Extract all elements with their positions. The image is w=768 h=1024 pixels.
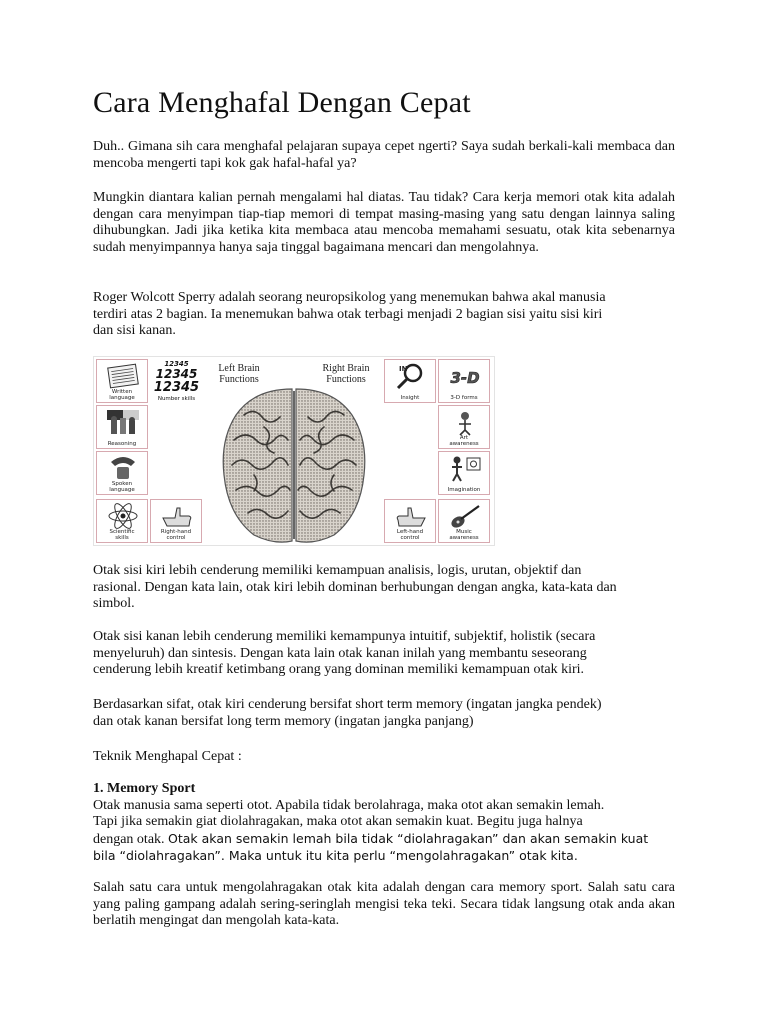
svg-text:IN: IN bbox=[399, 365, 408, 373]
magnifier-icon bbox=[393, 362, 429, 390]
left-brain-paragraph bbox=[93, 563, 683, 613]
text-line: Otak sisi kiri lebih cenderung memiliki kemampuan analisis, logis, urutan, objektif dan bbox=[93, 563, 582, 578]
text-line: Berdasarkan sifat, otak kiri cenderung bersifat short term memory (ingatan jangka pendek) bbox=[93, 697, 602, 712]
tile-3d-forms bbox=[438, 359, 490, 403]
art-figure-icon bbox=[447, 408, 483, 436]
right-hand-icon bbox=[159, 502, 195, 530]
text-line: dan sisi kanan. bbox=[93, 323, 176, 338]
right-brain-heading: Right Brain Functions bbox=[322, 363, 370, 385]
tile-caption: Written language bbox=[109, 389, 135, 401]
left-hand-icon bbox=[393, 502, 429, 530]
tile-caption: Scientific skills bbox=[109, 529, 135, 541]
sperry-paragraph bbox=[93, 290, 683, 340]
memory-type-paragraph bbox=[93, 697, 683, 730]
tile-caption: Music awareness bbox=[449, 529, 479, 541]
section-heading: 1. Memory Sport bbox=[93, 781, 196, 796]
number-line: 12345 bbox=[164, 360, 189, 368]
tile-caption: Number skills bbox=[157, 396, 196, 402]
memory-sport-paragraph: Salah satu cara untuk mengolahragakan otak kita adalah dengan cara memory sport. Salah satu cara yang paling gampang adalah sering-seringlah mengisi teka teki. Secara tidak langsung otak anda akan berlatih mengingat dan mengolah kata-kata. bbox=[93, 880, 675, 928]
brain-functions-figure bbox=[93, 356, 495, 546]
tile-caption: 3-D forms bbox=[450, 395, 478, 401]
text-line: terdiri atas 2 bagian. Ia menemukan bahwa otak terbagi menjadi 2 bagian sisi yaitu sisi kiri bbox=[93, 306, 603, 322]
tile-imagination bbox=[438, 451, 490, 495]
tile-caption: Art awareness bbox=[449, 435, 479, 447]
memory-paragraph: Mungkin diantara kalian pernah mengalami hal diatas. Tau tidak? Cara kerja memori otak kita adalah dengan cara menyimpan tiap-tiap memori di tempat masing-masing yang satu dengan lainnya saling dihubungkan. Jadi jika ketika kita membaca atau mencoba memahami sesuatu, otak kita sebenarnya sudah menyimpannya hanya saja tinggal bagaimana mencari dan mengolahnya. bbox=[93, 190, 675, 255]
tile-music-awareness bbox=[438, 499, 490, 543]
tile-reasoning bbox=[96, 405, 148, 449]
text-fragment: Otak akan semakin lemah bila tidak “diolahragakan” dan akan semakin kuat bbox=[168, 830, 649, 846]
number-line: 12345 bbox=[155, 367, 198, 381]
tile-art-awareness bbox=[438, 405, 490, 449]
tile-written-language bbox=[96, 359, 148, 403]
intro-paragraph: Duh.. Gimana sih cara menghafal pelajaran supaya cepet ngerti? Saya sudah berkali-kali membaca dan mencoba mengerti tapi kok gak hafal-hafal ya? bbox=[93, 139, 675, 171]
text-line: bila “diolahragakan”. Maka untuk itu kita perlu “mengolahragakan” otak kita. bbox=[93, 848, 578, 863]
tile-spoken-language bbox=[96, 451, 148, 495]
tile-caption: Imagination bbox=[447, 487, 481, 493]
left-brain-heading: Left Brain Functions bbox=[218, 363, 260, 385]
text-line: simbol. bbox=[93, 596, 135, 611]
text-line: menyeluruh) dan sintesis. Dengan kata lain otak kanan inilah yang membantu seseorang bbox=[93, 645, 587, 661]
text-line: rasional. Dengan kata lain, otak kiri lebih dominan berhubungan dengan angka, kata-kata dan bbox=[93, 579, 617, 595]
tile-caption: Left-hand control bbox=[396, 529, 424, 541]
chess-icon bbox=[105, 408, 141, 436]
guitar-icon bbox=[447, 502, 483, 530]
text-fragment: dengan otak. bbox=[93, 831, 165, 847]
right-brain-paragraph bbox=[93, 629, 683, 679]
tile-left-hand-control bbox=[384, 499, 436, 543]
telephone-icon bbox=[105, 454, 141, 482]
3d-text-icon bbox=[447, 362, 483, 390]
text-line: dan otak kanan bersifat long term memory (ingatan jangka panjang) bbox=[93, 713, 474, 729]
number-skills-tile bbox=[149, 360, 204, 402]
atom-icon bbox=[105, 502, 141, 530]
text-line: Tapi jika semakin giat diolahragakan, maka otot akan semakin kuat. Begitu juga halnya bbox=[93, 814, 583, 829]
tile-caption: Reasoning bbox=[107, 441, 137, 447]
tile-right-hand-control bbox=[150, 499, 202, 543]
tile-insight bbox=[384, 359, 436, 403]
text-line: Roger Wolcott Sperry adalah seorang neuropsikolog yang menemukan bahwa akal manusia bbox=[93, 290, 606, 305]
text-line: cenderung lebih kreatif ketimbang orang yang dominan memiliki kemampuan otak kiri. bbox=[93, 662, 585, 677]
text-line: Otak manusia sama seperti otot. Apabila tidak berolahraga, maka otot akan semakin lemah. bbox=[93, 797, 605, 813]
page-title: Cara Menghafal Dengan Cepat bbox=[93, 86, 471, 119]
tile-caption: Insight bbox=[400, 395, 420, 401]
technique-intro bbox=[93, 749, 683, 766]
tile-caption: Spoken language bbox=[109, 481, 135, 493]
tile-caption: Right-hand control bbox=[160, 529, 192, 541]
imagination-icon bbox=[447, 454, 483, 482]
text-line: Otak sisi kanan lebih cenderung memiliki kemampunya intuitif, subjektif, holistik (secara bbox=[93, 629, 596, 644]
number-line: 12345 bbox=[153, 380, 200, 395]
text-line: Teknik Menghapal Cepat : bbox=[93, 749, 242, 764]
tile-scientific-skills bbox=[96, 499, 148, 543]
forms-glyph: 3-D bbox=[450, 369, 480, 387]
newspaper-icon bbox=[105, 362, 141, 390]
memory-sport-section bbox=[93, 781, 683, 865]
brain-illustration bbox=[214, 385, 374, 545]
